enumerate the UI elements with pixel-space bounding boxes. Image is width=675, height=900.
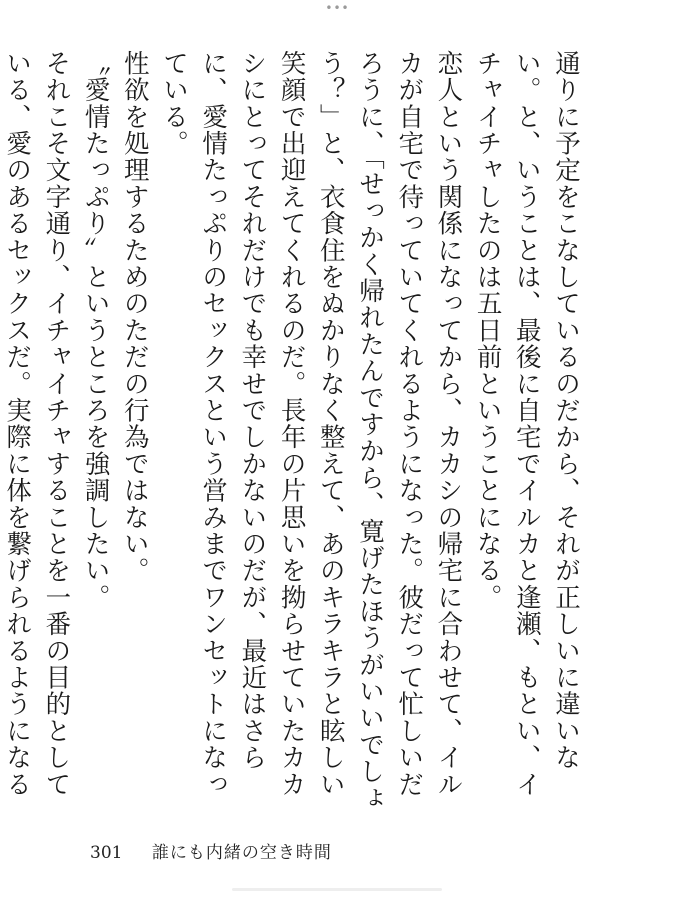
home-indicator-bar xyxy=(232,888,442,891)
paragraph-3: 性欲を処理するためのただの行為ではない。 xyxy=(119,50,150,584)
reader-menu-indicator[interactable]: ••• xyxy=(325,1,350,15)
running-title: 誰にも内緒の空き時間 xyxy=(151,843,332,863)
vertical-text-body xyxy=(2,50,585,820)
page-number: 301 xyxy=(90,843,123,863)
paragraph-2: 恋人という関係になってから、カカシの帰宅に合わせて、イルカが自宅で待っていてくれるようになった。彼だって忙しいだろうに、「せっかく帰れたんですから、寛げたほうがいいでしょう？」と、衣食住をぬかりなく整えて、あのキラキラと眩しい笑顔で出迎えてくれるのだ。長年の片思いを拗らせていたカカシにとってそれだけでも幸せでしかないのだが、最近はさらに、愛情たっぷりのセックスという営みまでワンセットになっている。 xyxy=(158,50,464,812)
page-footer xyxy=(90,843,332,863)
paragraph-1: 通りに予定をこなしているのだから、それが正しいに違いない。と、いうことは、最後に自宅でイルカと逢瀬、もとい、イチャイチャしたのは五日前ということになる。 xyxy=(472,50,581,798)
paragraph-5: それこそ文字通り、イチャイチャすることを一番の目的としている、愛のあるセックスだ。実際に体を繋げられるようになる xyxy=(2,50,72,798)
paragraph-4: 〝愛情たっぷり〟というところを強調したい。 xyxy=(80,50,111,611)
